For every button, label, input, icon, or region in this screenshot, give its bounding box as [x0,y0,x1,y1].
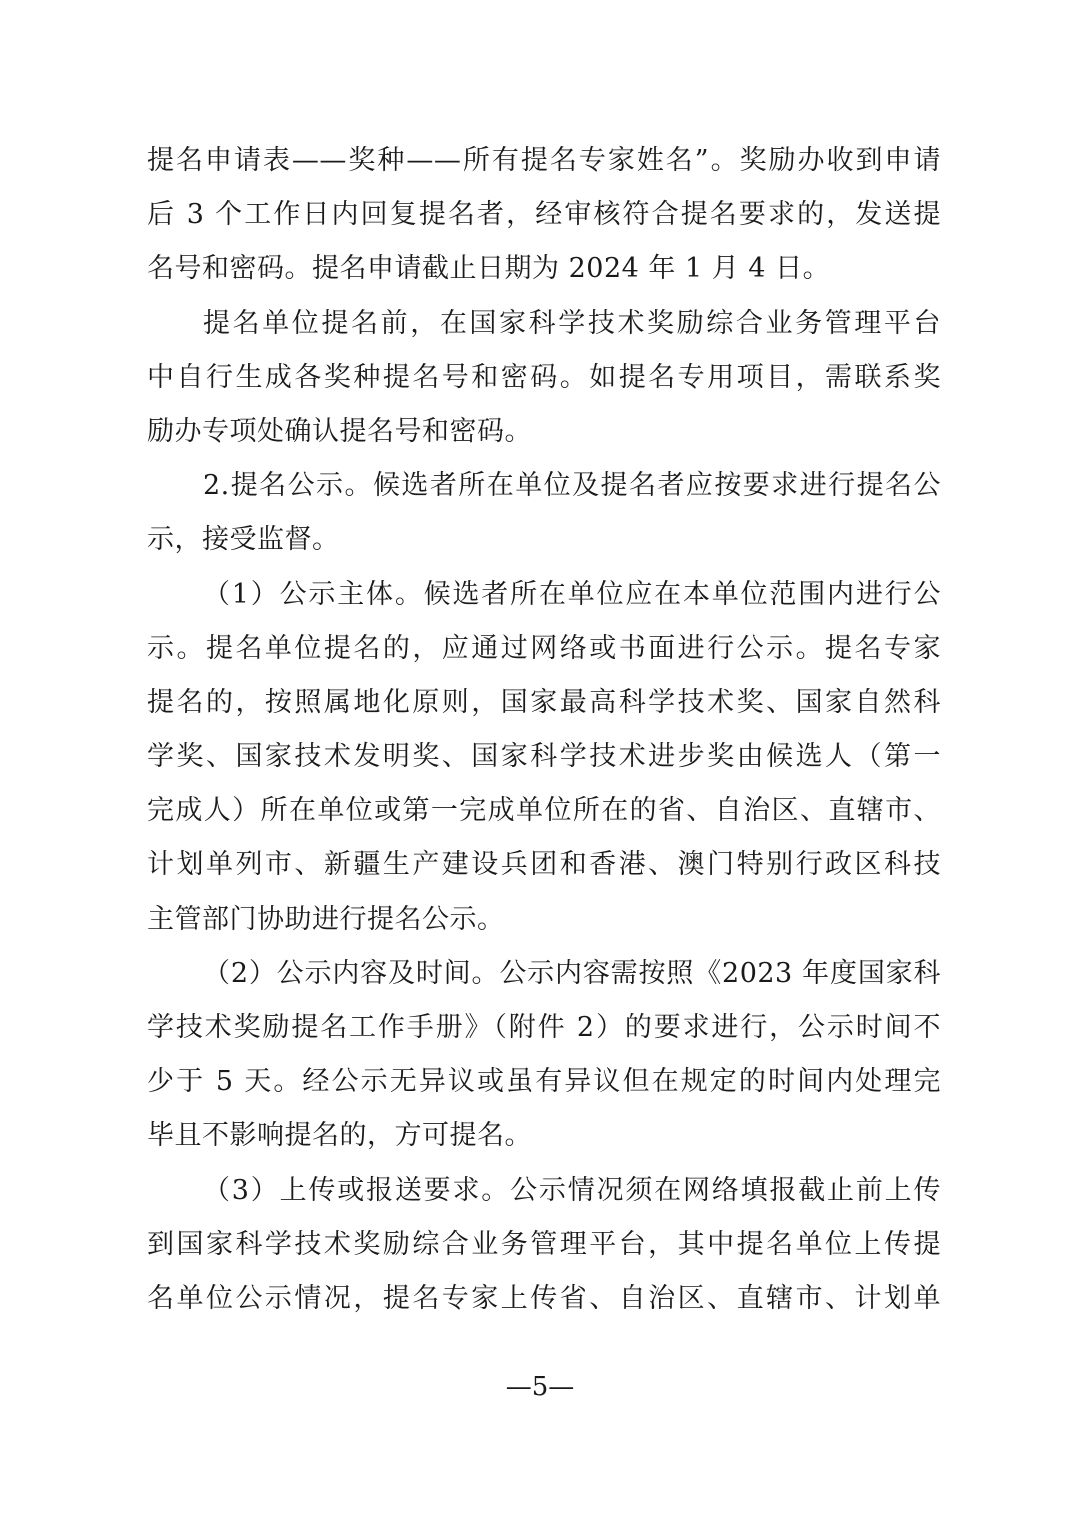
text-line: 到国家科学技术奖励综合业务管理平台，其中提名单位上传提 [147,1228,941,1260]
text-line: 励办专项处确认提名号和密码。 [147,415,532,447]
text-line: 学技术奖励提名工作手册》（附件 2）的要求进行，公示时间不 [147,1012,941,1043]
document-body [147,134,941,1326]
text-line: 名单位公示情况，提名专家上传省、自治区、直辖市、计划单 [147,1282,941,1314]
text-line: 提名单位提名前，在国家科学技术奖励综合业务管理平台 [203,307,941,339]
text-line: 提名申请表——奖种——所有提名专家姓名”。奖励办收到申请 [147,145,941,176]
text-line: （1）公示主体。候选者所在单位应在本单位范围内进行公 [203,578,941,610]
text-line: 名号和密码。提名申请截止日期为 2024 年 1 月 4 日。 [147,253,831,285]
text-line: 后 3 个工作日内回复提名者，经审核符合提名要求的，发送提 [147,199,941,231]
text-line: 主管部门协助进行提名公示。 [147,903,505,935]
text-line: 学奖、国家技术发明奖、国家科学技术进步奖由候选人（第一 [147,741,941,773]
text-line: （2）公示内容及时间。公示内容需按照《2023 年度国家科 [203,957,941,989]
page-number: —5— [505,1372,575,1402]
text-line: 完成人）所在单位或第一完成单位所在的省、自治区、直辖市、 [147,795,941,827]
text-line: 示，接受监督。 [147,524,340,556]
text-line: 提名的，按照属地化原则，国家最高科学技术奖、国家自然科 [147,686,941,718]
text-line: 少于 5 天。经公示无异议或虽有异议但在规定的时间内处理完 [147,1066,941,1098]
text-line: （3）上传或报送要求。公示情况须在网络填报截止前上传 [203,1174,941,1206]
text-line: 计划单列市、新疆生产建设兵团和香港、澳门特别行政区科技 [147,849,941,881]
text-line: 2.提名公示。候选者所在单位及提名者应按要求进行提名公 [203,470,941,502]
text-line: 中自行生成各奖种提名号和密码。如提名专用项目，需联系奖 [147,361,941,393]
text-line: 毕且不影响提名的，方可提名。 [147,1120,532,1152]
text-line: 示。提名单位提名的，应通过网络或书面进行公示。提名专家 [147,632,941,664]
